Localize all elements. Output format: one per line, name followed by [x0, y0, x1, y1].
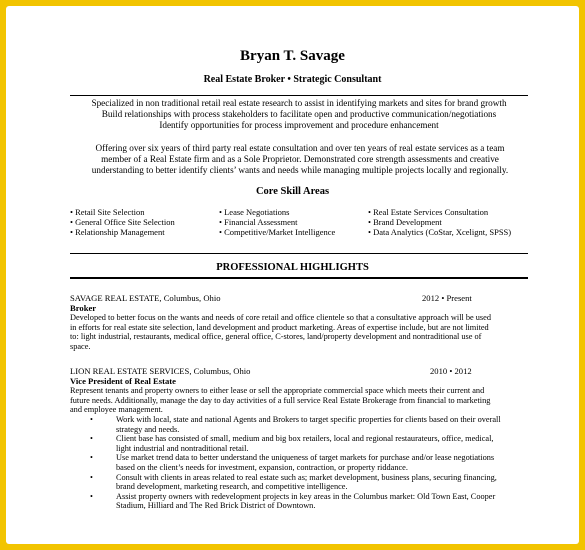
candidate-name: Bryan T. Savage — [240, 48, 345, 64]
job-bullet — [90, 453, 528, 472]
job-description-line: future needs. Additionally, manage the day to day activities of a full service Real Estate Brokerage from financial to marketing — [70, 395, 491, 405]
job-bullet — [90, 472, 528, 492]
bullet-line: Client base has consisted of small, medium and big box retailers, local and regional restaurateurs, office, medical, — [116, 434, 494, 444]
overview-line: understanding to better identify clients’ wants and needs while managing multiple projects locally and regionally. — [91, 165, 509, 175]
summary-line: Specialized in non traditional retail real estate research to assist in identifying markets and sites for brand growth — [91, 98, 507, 108]
job-description-line: in efforts for real estate site selection, land development and product marketing. Areas of expertise include, but are not limited — [70, 322, 489, 332]
job-description-line: space. — [70, 341, 91, 351]
job-company: SAVAGE REAL ESTATE, Columbus, Ohio — [70, 293, 221, 303]
bullet-line: Work with local, state and national Agents and Brokers to target specific properties for clients based on their overall — [116, 415, 501, 424]
bullet-line: based on the client’s needs for investment, expansion, contraction, or property riddance. — [116, 462, 408, 472]
bullet-icon: • — [90, 453, 93, 463]
highlights-heading: PROFESSIONAL HIGHLIGHTS — [216, 262, 369, 273]
summary — [72, 98, 526, 131]
divider — [70, 253, 528, 254]
divider — [70, 95, 528, 96]
resume-page — [6, 6, 579, 544]
bullet-line: Stadium, Hilliard and The Red Brick District of Downtown. — [116, 501, 316, 511]
bullet-line: Use market trend data to better understand the uniqueness of target markets for purchase and/or lease negotiations — [116, 453, 495, 463]
skill-item: • Brand Development — [368, 217, 442, 227]
skill-item: • Retail Site Selection — [70, 207, 145, 217]
bullet-line: Assist property owners with redevelopment projects in key areas in the Columbus market: Old Town East, Cooper — [116, 491, 496, 501]
overview-line: Offering over six years of third party real estate consultation and over ten years of real estate services as a team — [95, 143, 505, 153]
skills-column — [70, 207, 175, 237]
job-description-line: Represent tenants and property owners to either lease or sell the appropriate commercial space which meets their current and — [70, 386, 485, 395]
job-role: Broker — [70, 303, 97, 313]
candidate-title: Real Estate Broker • Strategic Consultant — [203, 74, 382, 85]
skill-item: • Competitive/Market Intelligence — [219, 227, 336, 237]
job-description-line: to: light industrial, restaurants, medical office, general office, C-stores, land/property development and nontraditional use of — [70, 332, 482, 342]
skill-item: • Lease Negotiations — [219, 207, 290, 217]
bullet-line: strategy and needs. — [116, 424, 180, 434]
job-role: Vice President of Real Estate — [70, 376, 176, 386]
divider — [70, 277, 528, 279]
job-dates: 2010 • 2012 — [430, 366, 472, 376]
job-bullet — [90, 415, 528, 434]
job-bullet — [90, 491, 528, 511]
bullet-icon: • — [90, 415, 93, 424]
bullet-line: light industrial and nontraditional retail. — [116, 443, 249, 453]
bullet-line: brand development, marketing research, and competitive intelligence. — [116, 482, 348, 492]
job-description — [70, 313, 530, 351]
job-description-line: and employee management. — [70, 405, 163, 415]
bullet-icon: • — [90, 472, 93, 482]
skills-column — [219, 207, 335, 237]
skill-item: • Real Estate Services Consultation — [368, 207, 489, 217]
job-header — [70, 366, 528, 386]
job-header — [70, 293, 528, 313]
skills-heading: Core Skill Areas — [255, 186, 330, 197]
skill-item: • General Office Site Selection — [70, 217, 175, 227]
job-bullet — [90, 434, 528, 453]
skill-item: • Relationship Management — [70, 227, 165, 237]
skill-item: • Financial Assessment — [219, 217, 298, 227]
job-company: LION REAL ESTATE SERVICES, Columbus, Ohio — [70, 366, 251, 376]
summary-line: Identify opportunities for process improvement and procedure enhancement — [159, 120, 439, 130]
bullet-icon: • — [90, 434, 93, 444]
summary-line: Build relationships with process stakeholders to facilitate open and productive communication/negotiations — [101, 109, 497, 119]
bullet-icon: • — [90, 491, 93, 501]
overview-line: member of a Real Estate firm and as a Sole Proprietor. Demonstrated core strength assessments and creative — [101, 154, 499, 164]
job-bullets — [90, 415, 528, 511]
job-description-line: Developed to better focus on the wants and needs of core retail and office clientele so that a consultative approach will be used — [70, 313, 491, 322]
skills-column — [368, 207, 511, 237]
job-description — [70, 386, 530, 415]
job-dates: 2012 • Present — [422, 293, 472, 303]
skill-item: • Data Analytics (CoStar, Xcelignt, SPSS) — [368, 227, 512, 237]
overview — [72, 143, 528, 176]
bullet-line: Consult with clients in areas related to real estate such as; market development, business plans, securing financing, — [116, 472, 497, 482]
